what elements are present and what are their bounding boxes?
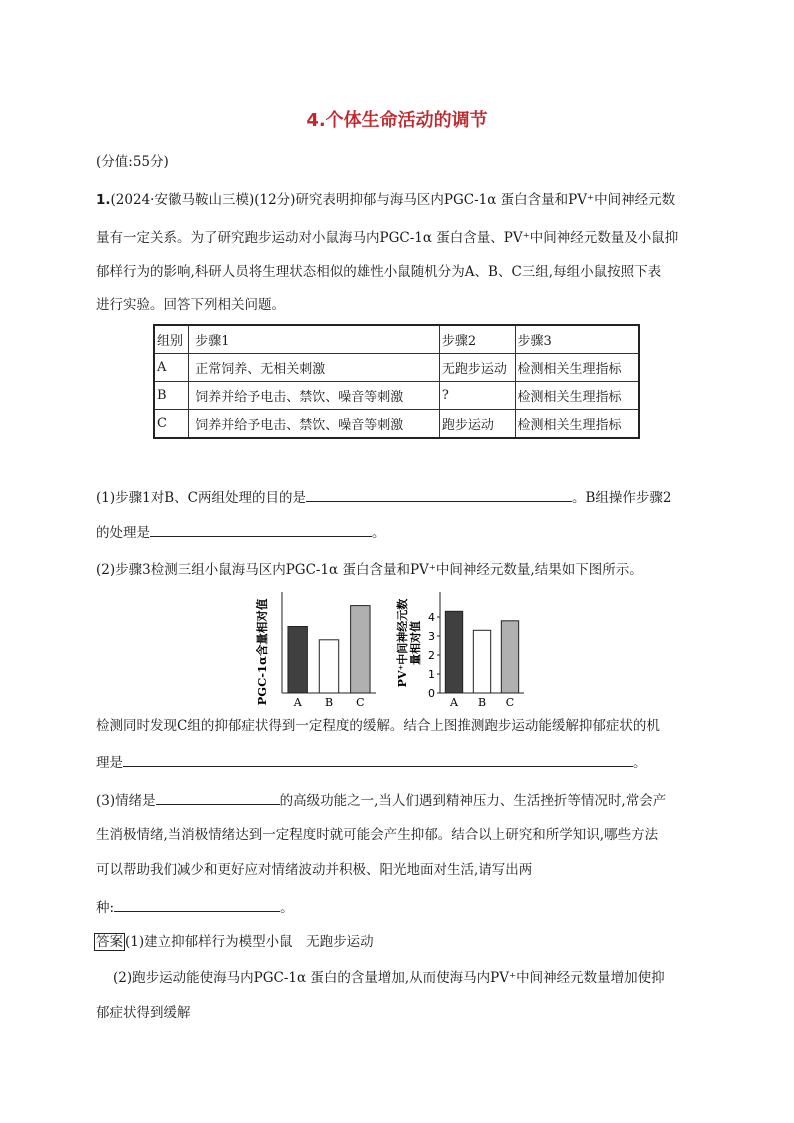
q1-part2-text-d: 。	[633, 755, 647, 771]
table-cell: 检测相关生理指标	[515, 354, 639, 382]
table-cell: 正常饲养、无相关刺激	[189, 354, 440, 382]
q1-part3-text-a: (3)情绪是	[96, 793, 156, 809]
bar-B	[319, 640, 338, 693]
experiment-table	[153, 324, 640, 439]
x-tick-label: B	[477, 696, 487, 709]
q1-part2-text-c: 理是	[96, 755, 123, 771]
pv-neuron-bar-chart	[396, 588, 528, 710]
q1-part3-text-f: 。	[280, 900, 294, 916]
q1-part2-line-2: 检测同时发现C组的抑郁症状得到一定程度的缓解。结合上图推测跑步运动能缓解抑郁症状的机	[96, 718, 660, 734]
bar-A	[445, 611, 462, 693]
pgc1a-y-axis-label: PGC-1α含量相对值	[255, 598, 269, 706]
x-tick-label: A	[293, 696, 302, 709]
q1-part3-line-3: 可以帮助我们减少和更好应对情绪波动并积极、阳光地面对生活,请写出两	[96, 862, 533, 878]
bar-A	[288, 627, 307, 694]
table-row	[154, 410, 639, 439]
answer-line-2: (2)跑步运动能使海马内PGC-1α 蛋白的含量增加,从而使海马内PV⁺中间神经元数量增加使抑	[113, 970, 665, 986]
q1-part2-line-3	[96, 752, 700, 773]
x-tick-label: C	[356, 696, 365, 709]
table-row	[154, 382, 639, 410]
q1-intro-line-2: 量有一定关系。为了研究跑步运动对小鼠海马内PGC-1α 蛋白含量、PV⁺中间神经元数量及小鼠抑	[96, 230, 679, 246]
answer-line-3: 郁症状得到缓解	[96, 1005, 191, 1021]
q1-part3-line-1	[96, 790, 700, 811]
x-tick-label: A	[450, 696, 458, 709]
answer-line-1	[94, 932, 698, 952]
q1-part1-line-2	[96, 522, 700, 543]
answer-blank[interactable]	[123, 752, 633, 767]
table-cell: 饲养并给予电击、禁饮、噪音等刺激	[189, 410, 440, 439]
q1-part1-line-1	[96, 487, 700, 508]
y-tick-label: 2	[428, 649, 435, 662]
table-row	[154, 354, 639, 382]
table-header-cell: 步骤3	[515, 325, 639, 354]
answer-blank[interactable]	[306, 487, 572, 502]
table-cell: 检测相关生理指标	[515, 382, 639, 410]
q1-part2-line-1: (2)步骤3检测三组小鼠海马区内PGC-1α 蛋白含量和PV⁺中间神经元数量,结果如下图所示。	[96, 562, 643, 578]
q1-intro-line-3: 郁样行为的影响,科研人员将生理状态相似的雄性小鼠随机分为A、B、C三组,每组小鼠按照下表	[96, 264, 662, 280]
table-cell: C	[154, 410, 189, 439]
table-header-cell: 组别	[154, 325, 189, 354]
q1-number: 1.	[96, 192, 111, 208]
q1-part3-line-4	[96, 897, 700, 918]
q1-part1-text-a: (1)步骤1对B、C两组处理的目的是	[96, 490, 306, 506]
q1-intro-line-1	[96, 190, 700, 210]
score-note: (分值:55分)	[96, 154, 169, 170]
q1-part1-text-b: 。B组操作步骤2	[571, 490, 672, 506]
q1-part1-text-c: 的处理是	[96, 525, 150, 541]
q1-part1-text-d: 。	[372, 525, 386, 541]
table-cell: ?	[439, 382, 515, 410]
bar-C	[501, 621, 518, 693]
answer-tag: 答案	[96, 934, 123, 950]
q1-intro-line-4: 进行实验。回答下列相关问题。	[96, 297, 285, 313]
table-cell: 饲养并给予电击、禁饮、噪音等刺激	[189, 382, 440, 410]
q1-part3-text-b: 的高级功能之一,当人们遇到精神压力、生活挫折等情况时,常会产	[279, 793, 667, 809]
y-tick-label: 4	[428, 611, 435, 624]
q1-intro-text-1: (2024·安徽马鞍山三模)(12分)研究表明抑郁与海马区内PGC-1α 蛋白含量和PV⁺中间神经元数	[110, 192, 676, 208]
y-tick-label: 3	[428, 630, 435, 643]
table-cell: A	[154, 354, 189, 382]
answer-blank[interactable]	[156, 790, 280, 805]
y-tick-label: 1	[428, 668, 435, 681]
pgc1a-bar-chart	[252, 588, 382, 710]
bar-B	[473, 630, 490, 693]
q1-part3-text-e: 种:	[96, 900, 115, 916]
table-cell: 无跑步运动	[439, 354, 515, 382]
y-tick-label: 0	[428, 687, 435, 700]
answer-text-1: (1)建立抑郁样行为模型小鼠 无跑步运动	[125, 934, 374, 950]
pv-y-axis-label-line-2: 量相对值	[409, 621, 422, 665]
table-header-row	[154, 325, 639, 354]
section-title: 4.个体生命活动的调节	[306, 110, 488, 131]
table-header-cell: 步骤2	[439, 325, 515, 354]
table-cell: 跑步运动	[439, 410, 515, 439]
answer-blank[interactable]	[114, 897, 280, 912]
table-header-cell: 步骤1	[189, 325, 440, 354]
x-tick-label: C	[505, 696, 515, 709]
table-cell: B	[154, 382, 189, 410]
answer-blank[interactable]	[150, 522, 372, 537]
q1-part3-line-2: 生消极情绪,当消极情绪达到一定程度时就可能会产生抑郁。结合以上研究和所学知识,哪些方法	[96, 827, 659, 843]
pv-y-axis-label-line-1: PV⁺中间神经元数	[396, 598, 409, 688]
bar-C	[351, 606, 370, 693]
x-tick-label: B	[324, 696, 334, 709]
table-cell: 检测相关生理指标	[515, 410, 639, 439]
